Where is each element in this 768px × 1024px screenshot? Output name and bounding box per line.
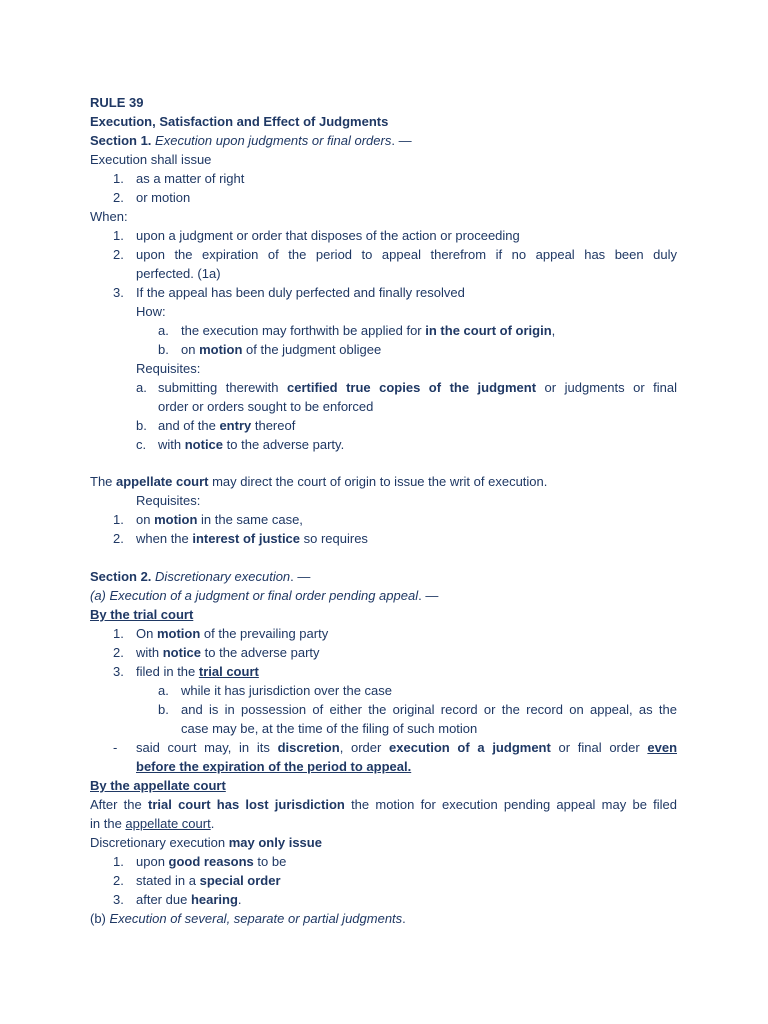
list-item: upon a judgment or order that disposes of the action or proceeding	[136, 228, 520, 243]
list-letter: b.	[136, 418, 147, 433]
list-letter: b.	[158, 702, 169, 717]
requisites-label: Requisites:	[136, 493, 201, 508]
list-item: the execution may forthwith be applied for in the court of origin,	[181, 323, 556, 338]
list-letter: b.	[158, 342, 169, 357]
when-label: When:	[90, 209, 128, 224]
list-letter: a.	[158, 683, 169, 698]
list-item-continued: order or orders sought to be enforced	[158, 399, 374, 414]
list-number: 1.	[113, 854, 124, 869]
list-item-continued: perfected. (1a)	[136, 266, 221, 281]
rule-number: RULE 39	[90, 95, 144, 110]
list-item: as a matter of right	[136, 171, 245, 186]
after-jurisdiction-paragraph: After the trial court has lost jurisdiction the motion for execution pending appeal may be filed	[90, 797, 677, 812]
list-item: stated in a special order	[136, 873, 281, 888]
list-item-continued: case may be, at the time of the filing of such motion	[181, 721, 478, 736]
list-number: 2.	[113, 247, 124, 262]
section-2-heading: Section 2. Discretionary execution. —	[90, 569, 311, 584]
list-item: filed in the trial court	[136, 664, 259, 679]
list-number: 1.	[113, 228, 124, 243]
list-number: 3.	[113, 285, 124, 300]
subsection-a-heading: (a) Execution of a judgment or final order pending appeal. —	[90, 588, 439, 603]
section-1-heading: Section 1. Execution upon judgments or final orders. —	[90, 133, 412, 148]
list-item: submitting therewith certified true copies of the judgment or judgments or final	[158, 380, 677, 395]
how-label: How:	[136, 304, 166, 319]
subsection-b-heading: (b) Execution of several, separate or partial judgments.	[90, 911, 406, 926]
list-letter: a.	[136, 380, 147, 395]
rule-title: Execution, Satisfaction and Effect of Judgments	[90, 114, 389, 129]
list-number: 2.	[113, 190, 124, 205]
appellate-court-heading: By the appellate court	[90, 778, 226, 793]
list-item: when the interest of justice so requires	[136, 531, 368, 546]
list-item: and is in possession of either the original record or the record on appeal, as the	[181, 702, 677, 717]
dash-marker: -	[113, 740, 118, 755]
list-item: upon good reasons to be	[136, 854, 287, 869]
list-item: with notice to the adverse party	[136, 645, 320, 660]
list-number: 2.	[113, 531, 124, 546]
list-item: while it has jurisdiction over the case	[181, 683, 392, 698]
execution-shall-issue: Execution shall issue	[90, 152, 212, 167]
list-number: 1.	[113, 512, 124, 527]
requisites-label: Requisites:	[136, 361, 201, 376]
list-item: If the appeal has been duly perfected and finally resolved	[136, 285, 465, 300]
list-item: on motion of the judgment obligee	[181, 342, 382, 357]
list-letter: c.	[136, 437, 147, 452]
list-item: or motion	[136, 190, 191, 205]
appellate-paragraph: The appellate court may direct the court of origin to issue the writ of execution.	[90, 474, 548, 489]
list-number: 3.	[113, 892, 124, 907]
list-number: 2.	[113, 645, 124, 660]
list-item: upon the expiration of the period to appeal therefrom if no appeal has been duly	[136, 247, 677, 262]
trial-court-heading: By the trial court	[90, 607, 194, 622]
discretionary-execution-line: Discretionary execution may only issue	[90, 835, 322, 850]
list-item: on motion in the same case,	[136, 512, 303, 527]
list-number: 2.	[113, 873, 124, 888]
list-number: 3.	[113, 664, 124, 679]
list-number: 1.	[113, 171, 124, 186]
list-item: and of the entry thereof	[158, 418, 296, 433]
discretion-clause: said court may, in its discretion, order execution of a judgment or final order even	[136, 740, 677, 755]
list-letter: a.	[158, 323, 169, 338]
after-jurisdiction-continued: in the appellate court.	[90, 816, 215, 831]
list-item: with notice to the adverse party.	[158, 437, 345, 452]
list-item: On motion of the prevailing party	[136, 626, 329, 641]
discretion-clause-continued: before the expiration of the period to appeal.	[136, 759, 412, 774]
list-item: after due hearing.	[136, 892, 242, 907]
list-number: 1.	[113, 626, 124, 641]
